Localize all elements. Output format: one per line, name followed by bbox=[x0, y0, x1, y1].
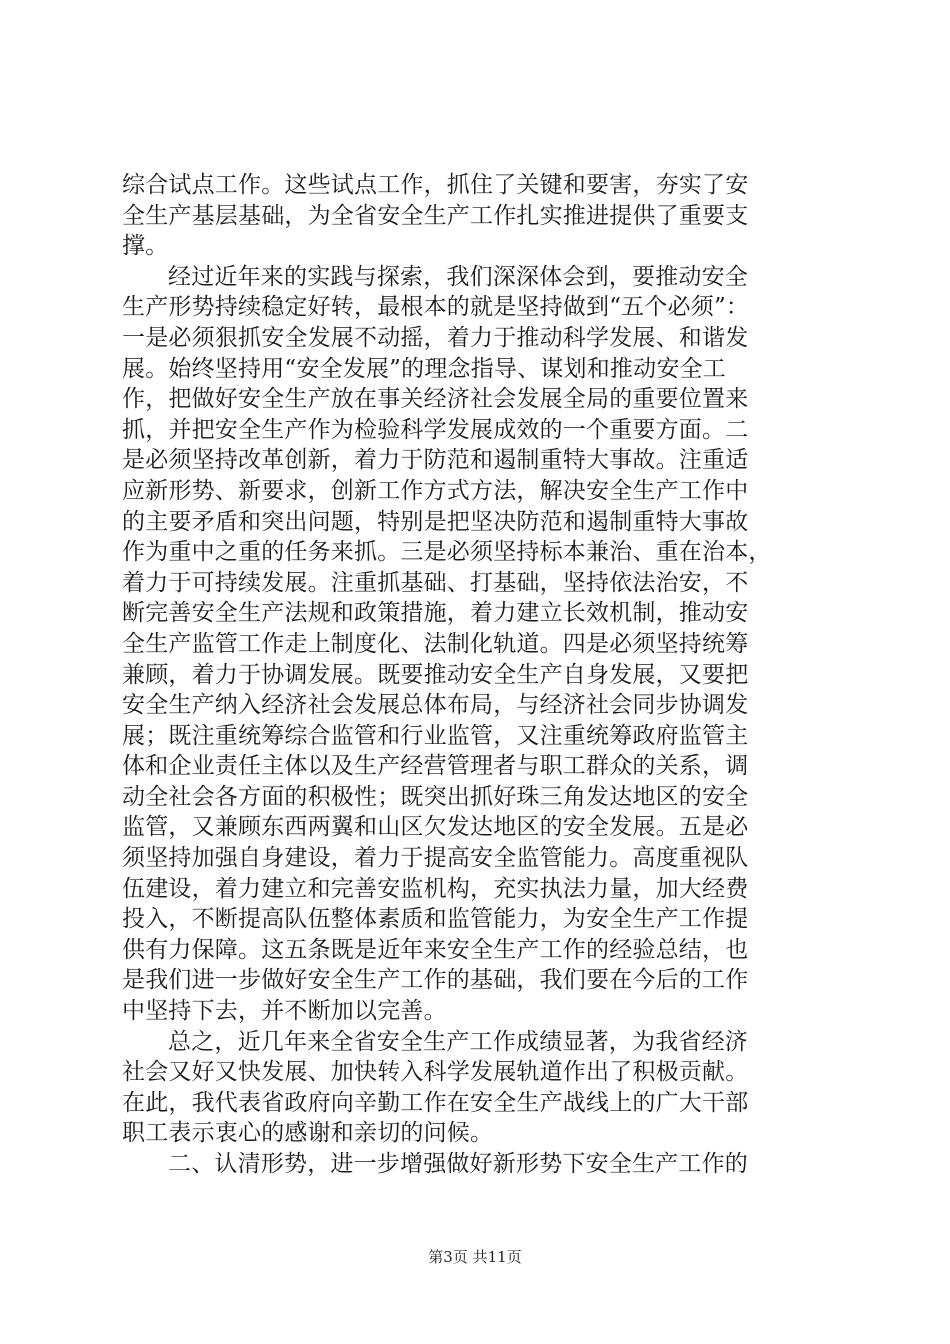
text-line: 应新形势、新要求，创新工作方式方法，解决安全生产工作中 bbox=[122, 477, 749, 504]
text-line: 一是必须狠抓安全发展不动摇，着力于推动科学发展、和谐发 bbox=[122, 324, 749, 351]
text-line: 着力于可持续发展。注重抓基础、打基础，坚持依法治安，不 bbox=[122, 569, 749, 596]
text-line: 断完善安全生产法规和政策措施，着力建立长效机制，推动安 bbox=[122, 600, 749, 627]
text-line: 综合试点工作。这些试点工作，抓住了关键和要害，夯实了安 bbox=[122, 172, 749, 198]
text-line: 抓，并把安全生产作为检验科学发展成效的一个重要方面。二 bbox=[122, 416, 749, 443]
document-body bbox=[122, 170, 832, 1180]
text-line: 是我们进一步做好安全生产工作的基础，我们要在今后的工作 bbox=[122, 967, 749, 994]
text-line: 的主要矛盾和突出问题，特别是把坚决防范和遏制重特大事故 bbox=[122, 508, 749, 535]
text-line: 在此，我代表省政府向辛勤工作在安全生产战线上的广大干部 bbox=[122, 1089, 749, 1116]
text-line: 中坚持下去，并不断加以完善。 bbox=[122, 998, 447, 1025]
text-line: 投入，不断提高队伍整体素质和监管能力，为安全生产工作提 bbox=[122, 906, 749, 933]
text-line: 生产形势持续稳定好转，最根本的就是坚持做到“五个必须”： bbox=[122, 294, 750, 321]
text-line: 须坚持加强自身建设，着力于提高安全监管能力。高度重视队 bbox=[122, 845, 749, 872]
text-line: 社会又好又快发展、加快转入科学发展轨道作出了积极贡献。 bbox=[122, 1059, 749, 1086]
text-line: 动全社会各方面的积极性；既突出抓好珠三角发达地区的安全 bbox=[122, 783, 749, 810]
text-line: 经过近年来的实践与探索，我们深深体会到，要推动安全 bbox=[168, 263, 748, 290]
text-line: 总之，近几年来全省安全生产工作成绩显著，为我省经济 bbox=[168, 1028, 748, 1055]
text-line: 安全生产纳入经济社会发展总体布局，与经济社会同步协调发 bbox=[122, 692, 749, 719]
text-line: 展。始终坚持用“安全发展”的理念指导、谋划和推动安全工 bbox=[122, 355, 726, 382]
text-line: 全生产基层基础，为全省安全生产工作扎实推进提供了重要支 bbox=[122, 202, 749, 229]
text-line: 展；既注重统筹综合监管和行业监管，又注重统筹政府监管主 bbox=[122, 722, 749, 749]
text-line: 作为重中之重的任务来抓。三是必须坚持标本兼治、重在治本， bbox=[122, 539, 772, 566]
text-line: 二、认清形势，进一步增强做好新形势下安全生产工作的 bbox=[168, 1151, 748, 1177]
text-line: 伍建设，着力建立和完善安监机构，充实执法力量，加大经费 bbox=[122, 875, 749, 902]
text-line: 全生产监管工作走上制度化、法制化轨道。四是必须坚持统筹 bbox=[122, 630, 749, 657]
text-line: 供有力保障。这五条既是近年来安全生产工作的经验总结，也 bbox=[122, 936, 749, 963]
page-footer: 第3页 共11页 bbox=[428, 1248, 522, 1266]
text-line: 兼顾，着力于协调发展。既要推动安全生产自身发展，又要把 bbox=[122, 661, 749, 688]
text-line: 职工表示衷心的感谢和亲切的问候。 bbox=[122, 1120, 494, 1147]
text-line: 体和企业责任主体以及生产经营管理者与职工群众的关系，调 bbox=[122, 753, 749, 780]
text-line: 撑。 bbox=[122, 233, 169, 260]
text-line: 监管，又兼顾东西两翼和山区欠发达地区的安全发展。五是必 bbox=[122, 814, 749, 841]
text-line: 是必须坚持改革创新，着力于防范和遏制重特大事故。注重适 bbox=[122, 447, 749, 474]
text-line: 作，把做好安全生产放在事关经济社会发展全局的重要位置来 bbox=[122, 386, 749, 413]
